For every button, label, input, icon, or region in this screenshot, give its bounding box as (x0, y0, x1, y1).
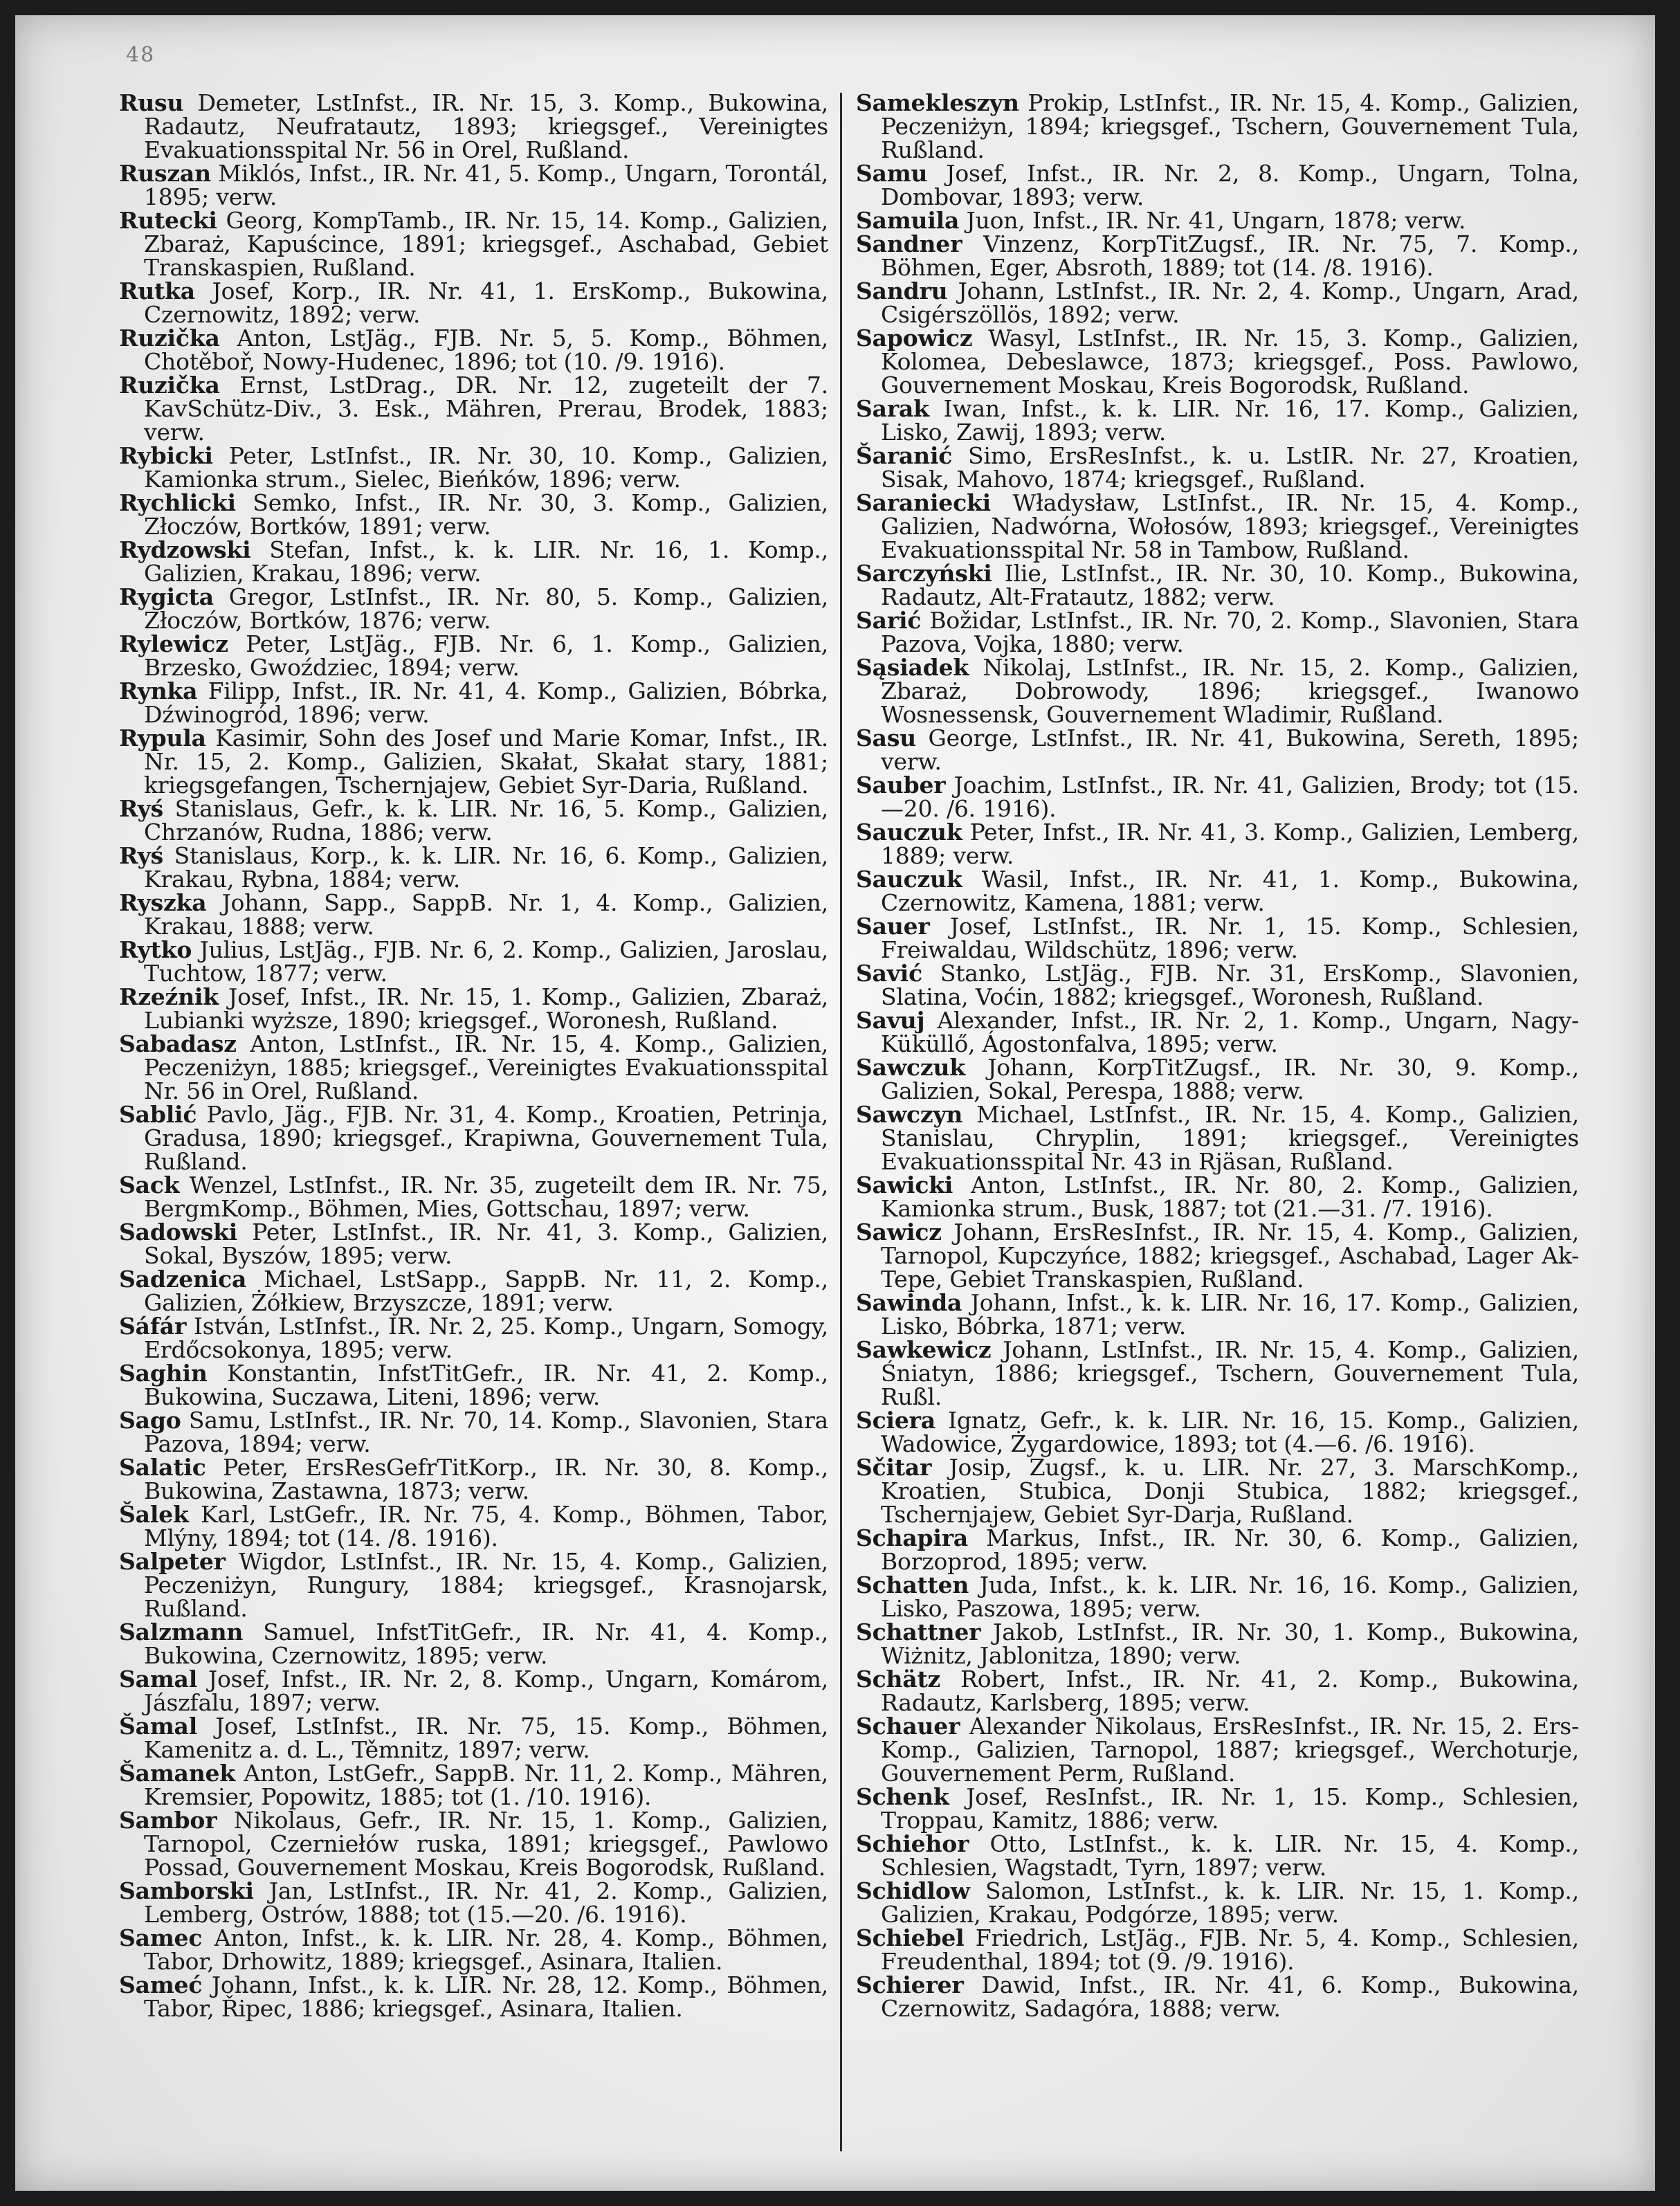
entry-details: Georg, KompTamb., IR. Nr. 15, 14. Komp., Galizien, Zbaraż, Kapuścince, 1891; kriegsgef., Aschabad, Gebiet Transkaspien, Rußland. (144, 207, 828, 281)
entry-surname: Salzmann (119, 1619, 244, 1646)
list-item (119, 1621, 828, 1668)
entry-details: Wenzel, LstInfst., IR. Nr. 35, zugeteilt dem IR. Nr. 75, BergmKomp., Böhmen, Mies, Gottschau, 1897; verw. (144, 1172, 828, 1222)
entry-surname: Schidlow (856, 1877, 970, 1904)
column-divider (840, 93, 842, 2151)
list-item (119, 938, 828, 985)
entry-surname: Sarak (856, 395, 929, 422)
list-item (119, 1879, 828, 1926)
entry-details: Anton, LstGefr., SappB. Nr. 11, 2. Komp., Mähren, Kremsier, Popowitz, 1885; tot (1. /10. 1916). (144, 1760, 828, 1810)
entry-details: Demeter, LstInfst., IR. Nr. 15, 3. Komp., Bukowina, Radautz, Neufratautz, 1893; kriegsgef., Vereinigtes Evakuationsspital Nr. 56 in Orel, Rußland. (144, 89, 828, 163)
entry-surname: Sapowicz (856, 325, 973, 352)
entry-details: Iwan, Infst., k. k. LIR. Nr. 16, 17. Komp., Galizien, Lisko, Zawij, 1893; verw. (881, 395, 1580, 446)
list-item (856, 1526, 1579, 1574)
entry-details: Anton, LstInfst., IR. Nr. 80, 2. Komp., Galizien, Kamionka strum., Busk, 1887; tot (21.—31. /7. 1916). (881, 1172, 1579, 1222)
entry-details: Johann, LstInfst., IR. Nr. 2, 4. Komp., Ungarn, Arad, Csigérszöllös, 1892; verw. (881, 277, 1579, 328)
entry-details: Robert, Infst., IR. Nr. 41, 2. Komp., Bukowina, Radautz, Karlsberg, 1895; verw. (881, 1666, 1579, 1716)
entry-details: Josip, Zugsf., k. u. LIR. Nr. 27, 3. MarschKomp., Kroatien, Stubica, Donji Stubica, 1882; kriegsgef., Tschernjajew, Gebiet Syr-Darja, Rußland. (881, 1454, 1579, 1528)
entry-surname: Schierer (856, 1971, 964, 1998)
entry-surname: Sabadasz (119, 1030, 237, 1057)
entry-surname: Sadzenica (119, 1266, 247, 1293)
list-item (856, 91, 1579, 162)
entry-surname: Rybicki (119, 442, 213, 469)
list-item (856, 1785, 1579, 1832)
entry-surname: Sawczyn (856, 1101, 963, 1128)
list-item (856, 868, 1579, 915)
entry-surname: Schiehor (856, 1830, 969, 1857)
entry-surname: Sáfár (119, 1313, 187, 1340)
list-item (856, 1291, 1579, 1338)
entry-surname: Rygicta (119, 583, 214, 610)
entry-surname: Schauer (856, 1713, 960, 1740)
entry-surname: Sawkewicz (856, 1336, 992, 1363)
entry-surname: Sameć (119, 1971, 203, 1998)
list-item (856, 162, 1579, 209)
list-item (119, 327, 828, 374)
list-item (119, 1268, 828, 1315)
list-item (119, 724, 828, 799)
entry-details: Juda, Infst., k. k. LIR. Nr. 16, 16. Komp., Galizien, Lisko, Paszowa, 1895; verw. (881, 1571, 1579, 1622)
entry-surname: Sčitar (856, 1454, 932, 1481)
entry-details: Stefan, Infst., k. k. LIR. Nr. 16, 1. Komp., Galizien, Krakau, 1896; verw. (144, 536, 828, 587)
list-item (856, 1621, 1579, 1668)
list-item (856, 562, 1579, 609)
entry-surname: Salpeter (119, 1548, 226, 1575)
entry-details: Joachim, LstInfst., IR. Nr. 41, Galizien, Brody; tot (15.—20. /6. 1916). (881, 772, 1579, 822)
list-item (119, 985, 828, 1032)
list-item (119, 374, 828, 444)
entry-surname: Schapira (856, 1524, 969, 1551)
list-item (856, 327, 1579, 397)
list-item (119, 1315, 828, 1362)
list-item (856, 491, 1579, 562)
entry-surname: Samu (856, 160, 928, 187)
list-item (119, 891, 828, 938)
entry-surname: Rydzowski (119, 536, 251, 563)
entry-surname: Sarczyński (856, 560, 992, 587)
list-item (119, 444, 828, 491)
entry-details: Samuel, InfstTitGefr., IR. Nr. 41, 4. Komp., Bukowina, Czernowitz, 1895; verw. (144, 1619, 828, 1669)
list-item (119, 632, 828, 680)
list-item (119, 677, 828, 728)
list-item (856, 915, 1579, 962)
entry-details: Alexander, Infst., IR. Nr. 2, 1. Komp., Ungarn, Nagy-Küküllő, Ágostonfalva, 1895; verw. (881, 1007, 1579, 1057)
list-item (856, 397, 1579, 444)
list-item (856, 774, 1579, 821)
entry-details: Semko, Infst., IR. Nr. 30, 3. Komp., Galizien, Złoczów, Bortków, 1891; verw. (144, 489, 828, 540)
list-item (119, 162, 828, 209)
entry-surname: Savić (856, 960, 923, 987)
entry-details: Johann, Sapp., SappB. Nr. 1, 4. Komp., Galizien, Krakau, 1888; verw. (144, 889, 828, 940)
entry-details: Johann, KorpTitZugsf., IR. Nr. 30, 9. Komp., Galizien, Sokal, Perespa, 1888; verw. (881, 1054, 1579, 1104)
entry-surname: Ryś (119, 795, 163, 822)
entry-details: Peter, Infst., IR. Nr. 41, 3. Komp., Galizien, Lemberg, 1889; verw. (881, 819, 1579, 869)
entry-surname: Ruzička (119, 325, 220, 352)
list-item (856, 724, 1580, 775)
entry-details: Peter, ErsResGefrTitKorp., IR. Nr. 30, 8. Komp., Bukowina, Zastawna, 1873; verw. (144, 1454, 828, 1504)
list-item (856, 1338, 1579, 1409)
entry-surname: Sciera (856, 1407, 936, 1434)
entry-surname: Samekleszyn (856, 89, 1019, 116)
entry-details: Michael, LstInfst., IR. Nr. 15, 4. Komp., Galizien, Stanislau, Chryplin, 1891; kriegsgef., Vereinigtes Evakuationsspital Nr. 43 in Rjäsan, Rußland. (881, 1101, 1579, 1175)
list-item (856, 1409, 1579, 1456)
entry-details: Michael, LstSapp., SappB. Nr. 11, 2. Komp., Galizien, Żółkiew, Brzyszcze, 1891; verw. (144, 1266, 828, 1316)
entry-surname: Rutka (119, 277, 195, 304)
list-item (119, 538, 828, 585)
list-item (119, 1503, 828, 1550)
entry-surname: Sandner (856, 230, 962, 257)
list-item (856, 1456, 1579, 1526)
entry-surname: Samal (119, 1666, 198, 1693)
list-item (119, 1762, 828, 1809)
entry-details: Filipp, Infst., IR. Nr. 41, 4. Komp., Galizien, Bóbrka, Dźwinogród, 1896; verw. (144, 677, 828, 728)
entry-details: Wasyl, LstInfst., IR. Nr. 15, 3. Komp., Galizien, Kolomea, Debeslawce, 1873; kriegsgef., Poss. Pawlowo, Gouvernement Moskau, Kreis Bogorodsk, Rußland. (881, 325, 1579, 399)
entry-details: Johann, ErsResInfst., IR. Nr. 15, 4. Komp., Galizien, Tarnopol, Kupczyńce, 1882; kriegsgef., Aschabad, Lager Ak-Tepe, Gebiet Transkaspien, Rußland. (881, 1219, 1579, 1293)
entry-details: Božidar, LstInfst., IR. Nr. 70, 2. Komp., Slavonien, Stara Pazova, Vojka, 1880; verw. (881, 607, 1580, 657)
list-item (119, 1973, 828, 2021)
entry-details: Dawid, Infst., IR. Nr. 41, 6. Komp., Bukowina, Czernowitz, Sadagóra, 1888; verw. (881, 1971, 1579, 2022)
list-item (856, 230, 1580, 281)
list-item (856, 821, 1579, 868)
entry-details: Ignatz, Gefr., k. k. LIR. Nr. 16, 15. Komp., Galizien, Wadowice, Żygardowice, 1893; tot (4.—6. /6. 1916). (881, 1407, 1579, 1457)
left-column (119, 91, 828, 2021)
document-page (15, 15, 1655, 2191)
entry-details: Josef, ResInfst., IR. Nr. 1, 15. Komp., Schlesien, Troppau, Kamitz, 1886; verw. (881, 1783, 1579, 1834)
list-item (119, 1456, 828, 1503)
entry-surname: Rutecki (119, 207, 217, 234)
list-item (856, 1056, 1579, 1103)
list-item (856, 1174, 1579, 1221)
list-item (119, 1221, 828, 1268)
right-column (856, 91, 1579, 2021)
entry-details: Kasimir, Sohn des Josef und Marie Komar, Infst., IR. Nr. 15, 2. Komp., Galizien, Skałat, Skałat stary, 1881; kriegsgefangen, Tschernjajew, Gebiet Syr-Daria, Rußland. (144, 724, 828, 799)
list-item (119, 1715, 828, 1762)
list-item (856, 1221, 1579, 1291)
list-item (856, 656, 1579, 727)
entry-surname: Sambor (119, 1807, 217, 1834)
entry-surname: Sawinda (856, 1289, 962, 1316)
list-item (856, 1715, 1579, 1785)
entry-details: Wasil, Infst., IR. Nr. 41, 1. Komp., Bukowina, Czernowitz, Kamena, 1881; verw. (881, 866, 1580, 916)
entry-details: Alexander Nikolaus, ErsResInfst., IR. Nr. 15, 2. Ers-Komp., Galizien, Tarnopol, 1887; kriegsgef., Werchoturje, Gouvernement Perm, Rußland. (881, 1713, 1579, 1787)
entry-surname: Ruszan (119, 160, 211, 187)
entry-details: Nikolaus, Gefr., IR. Nr. 15, 1. Komp., Galizien, Tarnopol, Czerniełów ruska, 1891; kriegsgef., Pawlowo Possad, Gouvernement Moskau, Kreis Bogorodsk, Rußland. (144, 1807, 828, 1881)
entry-details: Prokip, LstInfst., IR. Nr. 15, 4. Komp., Galizien, Peczeniżyn, 1894; kriegsgef., Tschern, Gouvernement Tula, Rußland. (881, 89, 1579, 163)
entry-details: Stanislaus, Korp., k. k. LIR. Nr. 16, 6. Komp., Galizien, Krakau, Rybna, 1884; verw. (144, 842, 828, 893)
entry-details: Simo, ErsResInfst., k. u. LstIR. Nr. 27, Kroatien, Sisak, Mahovo, 1874; kriegsgef., Rußland. (881, 442, 1580, 493)
entry-surname: Sadowski (119, 1219, 238, 1246)
list-item (856, 209, 1579, 233)
entry-details: Konstantin, InfstTitGefr., IR. Nr. 41, 2. Komp., Bukowina, Suczawa, Liteni, 1896; verw. (144, 1360, 828, 1410)
entry-surname: Šalek (119, 1501, 189, 1528)
entry-details: Ilie, LstInfst., IR. Nr. 30, 10. Komp., Bukowina, Radautz, Alt-Fratautz, 1882; verw. (881, 560, 1580, 610)
entry-details: Stanko, LstJäg., FJB. Nr. 31, ErsKomp., Slavonien, Slatina, Voćin, 1882; kriegsgef., Woronesh, Rußland. (881, 960, 1580, 1010)
entry-details: Josef, Infst., IR. Nr. 2, 8. Komp., Ungarn, Tolna, Dombovar, 1893; verw. (881, 160, 1579, 210)
entry-surname: Sauer (856, 913, 930, 940)
entry-details: Julius, LstJäg., FJB. Nr. 6, 2. Komp., Galizien, Jaroslau, Tuchtow, 1877; verw. (144, 936, 828, 987)
list-item (856, 1973, 1579, 2021)
entry-surname: Sawicz (856, 1219, 942, 1246)
entry-details: Josef, LstInfst., IR. Nr. 75, 15. Komp., Böhmen, Kamenitz a. d. L., Těmnitz, 1897; verw. (144, 1713, 828, 1763)
entry-details: Jakob, LstInfst., IR. Nr. 30, 1. Komp., Bukowina, Wiżnitz, Jablonitza, 1890; verw. (881, 1619, 1579, 1669)
entry-surname: Schiebel (856, 1924, 965, 1951)
entry-surname: Sablić (119, 1101, 197, 1128)
entry-details: Markus, Infst., IR. Nr. 30, 6. Komp., Galizien, Borzoprod, 1895; verw. (881, 1524, 1579, 1575)
entry-surname: Schenk (856, 1783, 949, 1810)
entry-surname: Salatic (119, 1454, 206, 1481)
entry-details: Peter, LstJäg., FJB. Nr. 6, 1. Komp., Galizien, Brzesko, Gwoździec, 1894; verw. (144, 630, 828, 681)
entry-details: Anton, Infst., k. k. LIR. Nr. 28, 4. Komp., Böhmen, Tabor, Drhowitz, 1889; kriegsgef., Asinara, Italien. (144, 1924, 828, 1975)
entry-details: Josef, Korp., IR. Nr. 41, 1. ErsKomp., Bukowina, Czernowitz, 1892; verw. (144, 277, 829, 328)
entry-surname: Rynka (119, 677, 198, 704)
entry-surname: Savuj (856, 1007, 925, 1034)
entry-details: Johann, Infst., k. k. LIR. Nr. 16, 17. Komp., Galizien, Lisko, Bóbrka, 1871; verw. (881, 1289, 1579, 1340)
entry-details: Samu, LstInfst., IR. Nr. 70, 14. Komp., Slavonien, Stara Pazova, 1894; verw. (144, 1407, 829, 1457)
entry-details: Josef, Infst., IR. Nr. 15, 1. Komp., Galizien, Zbaraż, Lubianki wyższe, 1890; kriegsgef., Woronesh, Rußland. (144, 983, 828, 1034)
entry-details: Nikolaj, LstInfst., IR. Nr. 15, 2. Komp., Galizien, Zbaraż, Dobrowody, 1896; kriegsgef., Iwanowo Wosnessensk, Gouvernement Wladimir, Rußland. (881, 654, 1579, 728)
entry-details: Pavlo, Jäg., FJB. Nr. 31, 4. Komp., Kroatien, Petrinja, Gradusa, 1890; kriegsgef., Krapiwna, Gouvernement Tula, Rußland. (144, 1101, 828, 1175)
list-item (119, 91, 828, 162)
list-item (856, 1668, 1579, 1715)
list-item (856, 444, 1579, 491)
list-item (119, 1409, 828, 1456)
entry-details: Peter, LstInfst., IR. Nr. 41, 3. Komp., Galizien, Sokal, Byszów, 1895; verw. (144, 1219, 828, 1269)
entry-surname: Sauber (856, 772, 946, 799)
list-item (856, 277, 1579, 328)
entry-details: Wigdor, LstInfst., IR. Nr. 15, 4. Komp., Galizien, Peczeniżyn, Rungury, 1884; kriegsgef., Krasnojarsk, Rußland. (144, 1548, 828, 1622)
entry-surname: Sawczuk (856, 1054, 965, 1081)
list-item (119, 1103, 828, 1174)
entry-surname: Sąsiadek (856, 654, 969, 681)
entry-surname: Sauczuk (856, 819, 962, 846)
entry-details: Gregor, LstInfst., IR. Nr. 80, 5. Komp., Galizien, Złoczów, Bortków, 1876; verw. (144, 583, 828, 634)
list-item (119, 277, 829, 328)
list-item (856, 1832, 1579, 1879)
entry-surname: Šamanek (119, 1760, 235, 1787)
entry-surname: Samec (119, 1924, 203, 1951)
list-item (119, 844, 828, 891)
entry-surname: Schätz (856, 1666, 941, 1693)
entry-details: George, LstInfst., IR. Nr. 41, Bukowina, Sereth, 1895; verw. (881, 724, 1580, 775)
entry-details: Miklós, Infst., IR. Nr. 41, 5. Komp., Ungarn, Torontál, 1895; verw. (144, 160, 828, 210)
entry-details: Friedrich, LstJäg., FJB. Nr. 5, 4. Komp., Schlesien, Freudenthal, 1894; tot (9. /9. 1916). (881, 1924, 1579, 1975)
list-item (856, 1879, 1579, 1926)
entry-surname: Sandru (856, 277, 948, 304)
list-item (856, 1103, 1579, 1174)
entry-surname: Šamal (119, 1713, 198, 1740)
list-item (119, 209, 828, 280)
entry-details: Otto, LstInfst., k. k. LIR. Nr. 15, 4. Komp., Schlesien, Wagstadt, Tyrn, 1897; verw. (881, 1830, 1579, 1881)
entry-details: Anton, LstJäg., FJB. Nr. 5, 5. Komp., Böhmen, Chotěboř, Nowy-Hudenec, 1896; tot (10. /9. 1916). (144, 325, 828, 375)
entry-details: Peter, LstInfst., IR. Nr. 30, 10. Komp., Galizien, Kamionka strum., Sielec, Bieńków, 1896; verw. (144, 442, 828, 493)
list-item (119, 1809, 828, 1879)
entry-surname: Saraniecki (856, 489, 992, 516)
entry-surname: Rypula (119, 724, 206, 751)
list-item (119, 797, 828, 844)
entry-surname: Ruzička (119, 372, 220, 399)
entry-details: Vinzenz, KorpTitZugsf., IR. Nr. 75, 7. Komp., Böhmen, Eger, Absroth, 1889; tot (14. /8. 1916). (881, 230, 1580, 281)
entry-surname: Ryszka (119, 889, 207, 916)
entry-surname: Schattner (856, 1619, 981, 1646)
entry-details: Josef, LstInfst., IR. Nr. 1, 15. Komp., Schlesien, Freiwaldau, Wildschütz, 1896; verw. (881, 913, 1579, 963)
entry-surname: Rylewicz (119, 630, 228, 657)
list-item (119, 585, 828, 632)
list-item (119, 1362, 828, 1409)
entry-details: Juon, Infst., IR. Nr. 41, Ungarn, 1878; verw. (966, 207, 1466, 234)
entry-surname: Samuila (856, 207, 960, 234)
list-item (856, 609, 1579, 656)
list-item (119, 1926, 828, 1973)
page-number: 48 (126, 43, 156, 67)
entry-details: Johann, Infst., k. k. LIR. Nr. 28, 12. Komp., Böhmen, Tabor, Řipec, 1886; kriegsgef., Asinara, Italien. (144, 1971, 828, 2022)
entry-surname: Rusu (119, 89, 184, 116)
list-item (119, 1550, 828, 1621)
entry-details: Władysław, LstInfst., IR. Nr. 15, 4. Komp., Galizien, Nadwórna, Wołosów, 1893; kriegsgef., Vereinigtes Evakuationsspital Nr. 58 in Tambow, Rußland. (881, 489, 1580, 563)
entry-details: Johann, LstInfst., IR. Nr. 15, 4. Komp., Galizien, Śniatyn, 1886; kriegsgef., Tschern, Gouvernement Tula, Rußl. (881, 1336, 1579, 1410)
entry-surname: Šaranić (856, 442, 953, 469)
entry-details: Anton, LstInfst., IR. Nr. 15, 4. Komp., Galizien, Peczeniżyn, 1885; kriegsgef., Vereinigtes Evakuationsspital Nr. 56 in Orel, Rußland. (144, 1030, 828, 1104)
entry-surname: Sack (119, 1172, 180, 1198)
entry-surname: Sasu (856, 724, 916, 751)
entry-surname: Sauczuk (856, 866, 962, 893)
entry-surname: Sawicki (856, 1172, 953, 1198)
entry-surname: Rzeźnik (119, 983, 219, 1010)
entry-details: Ernst, LstDrag., DR. Nr. 12, zugeteilt der 7. KavSchütz-Div., 3. Esk., Mähren, Prerau, Brodek, 1883; verw. (144, 372, 828, 446)
list-item (856, 1571, 1579, 1622)
list-item (856, 1926, 1579, 1973)
entry-surname: Rychlicki (119, 489, 236, 516)
entry-details: Karl, LstGefr., IR. Nr. 75, 4. Komp., Böhmen, Tabor, Mlýny, 1894; tot (14. /8. 1916). (144, 1501, 828, 1551)
entry-surname: Schatten (856, 1571, 969, 1598)
entry-details: Josef, Infst., IR. Nr. 2, 8. Komp., Ungarn, Komárom, Jászfalu, 1897; verw. (144, 1666, 828, 1716)
list-item (119, 1668, 828, 1715)
entry-surname: Ryś (119, 842, 163, 869)
entry-details: Jan, LstInfst., IR. Nr. 41, 2. Komp., Galizien, Lemberg, Ostrów, 1888; tot (15.—20. /6. 1916). (144, 1877, 828, 1928)
list-item (119, 491, 828, 538)
entry-surname: Rytko (119, 936, 192, 963)
entry-details: István, LstInfst., IR. Nr. 2, 25. Komp., Ungarn, Somogy, Erdőcsokonya, 1895; verw. (144, 1313, 828, 1363)
list-item (856, 1009, 1579, 1056)
entry-surname: Sarić (856, 607, 922, 634)
list-item (119, 1032, 828, 1103)
list-item (856, 962, 1579, 1009)
entry-surname: Sago (119, 1407, 181, 1434)
list-item (119, 1174, 828, 1221)
entry-details: Stanislaus, Gefr., k. k. LIR. Nr. 16, 5. Komp., Galizien, Chrzanów, Rudna, 1886; verw. (144, 795, 828, 846)
entry-surname: Saghin (119, 1360, 208, 1387)
entry-details: Salomon, LstInfst., k. k. LIR. Nr. 15, 1. Komp., Galizien, Krakau, Podgórze, 1895; verw. (881, 1877, 1579, 1928)
entry-surname: Samborski (119, 1877, 254, 1904)
